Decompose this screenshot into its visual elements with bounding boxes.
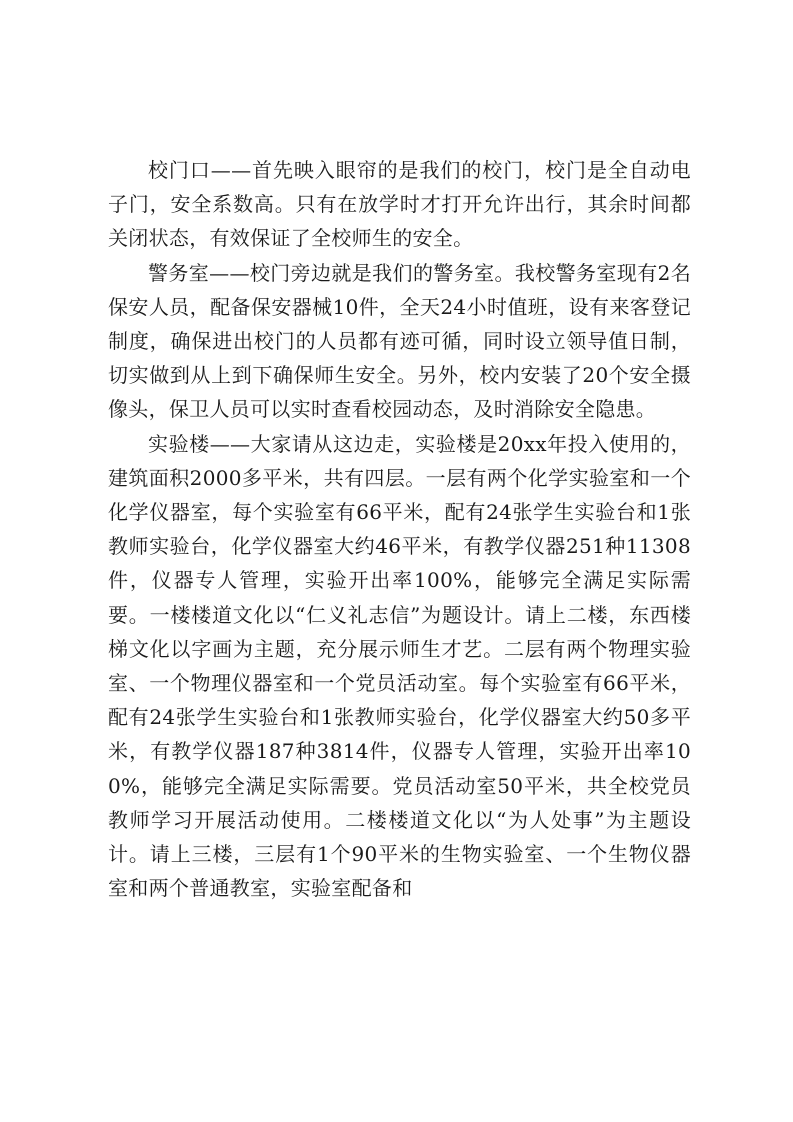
- paragraph-lab-building: 实验楼——大家请从这边走，实验楼是20xx年投入使用的，建筑面积2000多平米，共有四层。一层有两个化学实验室和一个化学仪器室，每个实验室有66平米，配有24张学生实验台和1张教师实验台，化学仪器室大约46平米，有教学仪器251种11308件，仪器专人管理，实验开出率100%，能够完全满足实际需要。一楼楼道文化以“仁义礼志信”为题设计。请上二楼，东西楼梯文化以字画为主题，充分展示师生才艺。二层有两个物理实验室、一个物理仪器室和一个党员活动室。每个实验室有66平米，配有24张学生实验台和1张教师实验台，化学仪器室大约50多平米，有教学仪器187种3814件，仪器专人管理，实验开出率100%，能够完全满足实际需要。党员活动室50平米，共全校党员教师学习开展活动使用。二楼楼道文化以“为人处事”为主题设计。请上三楼，三层有1个90平米的生物实验室、一个生物仪器室和两个普通教室，实验室配备和: [108, 431, 691, 901]
- paragraph-school-gate: 校门口——首先映入眼帘的是我们的校门，校门是全自动电子门，安全系数高。只有在放学时才打开允许出行，其余时间都关闭状态，有效保证了全校师生的安全。: [108, 158, 691, 251]
- paragraph-security-room: 警务室——校门旁边就是我们的警务室。我校警务室现有2名保安人员，配备保安器械10件，全天24小时值班，设有来客登记制度，确保进出校门的人员都有迹可循，同时设立领导值日制，切实做到从上到下确保师生安全。另外，校内安装了20个安全摄像头，保卫人员可以实时查看校园动态，及时消除安全隐患。: [108, 260, 691, 422]
- document-body: [108, 153, 691, 905]
